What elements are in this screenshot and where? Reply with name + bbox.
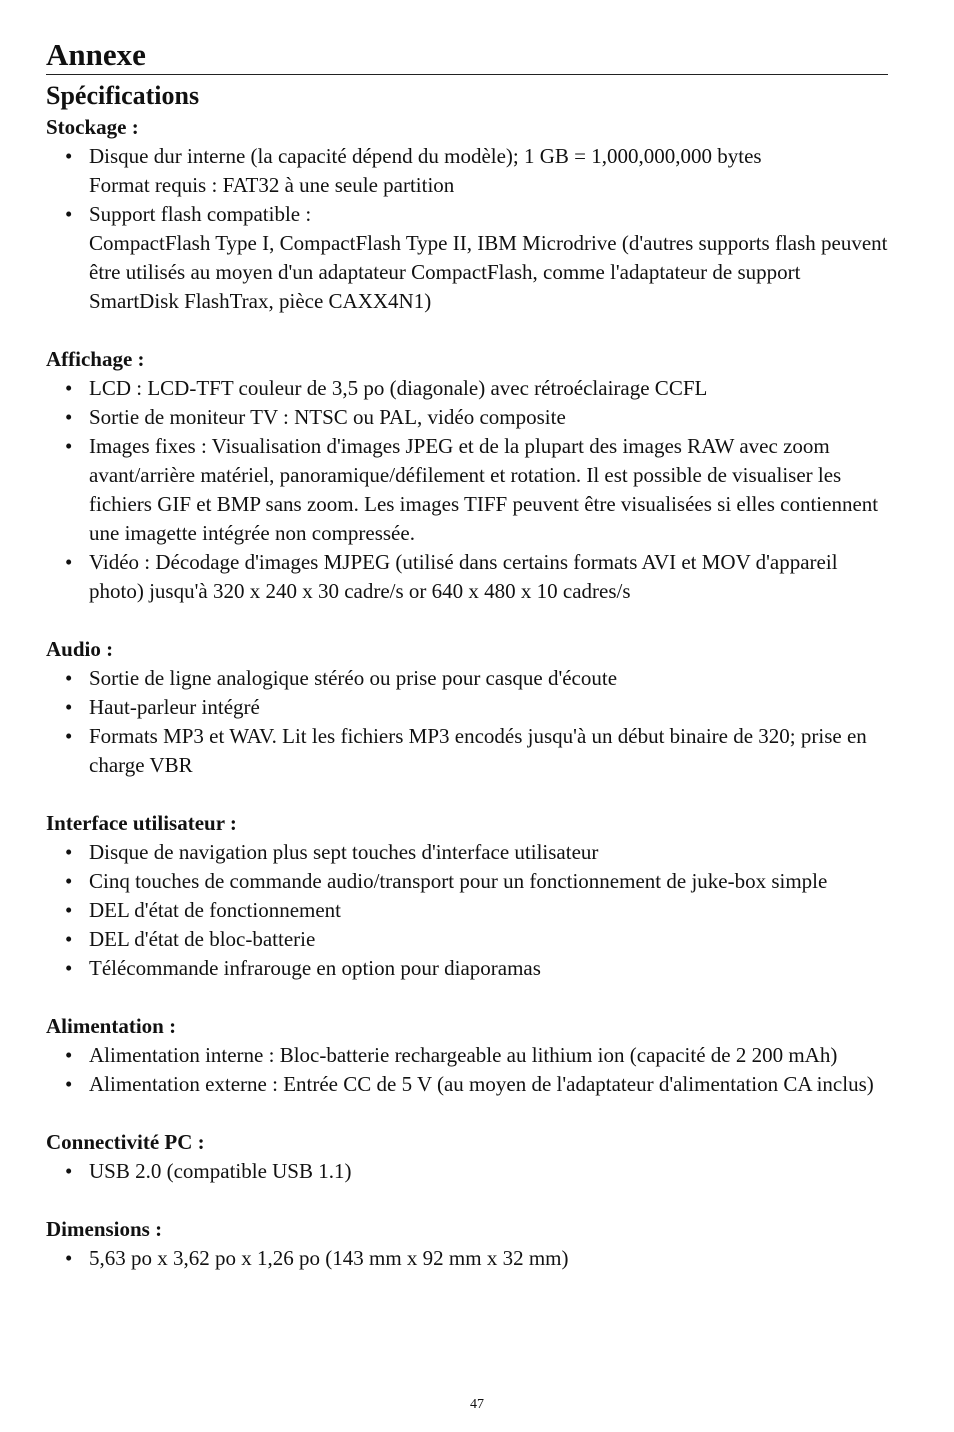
list-item-text: Disque de navigation plus sept touches d'interface utilisateur [89,840,599,864]
list-item-text: Cinq touches de commande audio/transport pour un fonctionnement de juke-box simple [89,869,828,893]
list-item-text: Disque dur interne (la capacité dépend du modèle); 1 GB = 1,000,000,000 bytes [89,144,762,168]
spec-section [46,113,888,316]
list-item [46,896,888,925]
list-item [46,693,888,722]
section-heading: Dimensions : [46,1217,163,1241]
list-item-text: Alimentation interne : Bloc-batterie rechargeable au lithium ion (capacité de 2 200 mAh) [89,1043,838,1067]
spec-section [46,809,888,983]
bullet-icon: • [65,927,73,951]
bullet-icon: • [65,434,73,458]
bullet-icon: • [65,840,73,864]
list-item-text: Sortie de moniteur TV : NTSC ou PAL, vidéo composite [89,405,566,429]
section-heading: Connectivité PC : [46,1130,205,1154]
list-item [46,1041,888,1070]
spec-list [46,1157,888,1186]
list-item [46,403,888,432]
list-item-text: Support flash compatible : [89,202,312,226]
spec-sections [46,113,888,1273]
document-page [46,36,888,1273]
spec-section [46,635,888,780]
section-heading: Stockage : [46,115,139,139]
spec-list [46,838,888,983]
list-item [46,374,888,403]
bullet-icon: • [65,550,73,574]
spec-list [46,1244,888,1273]
list-item [46,1157,888,1186]
list-item-text: Images fixes : Visualisation d'images JPEG et de la plupart des images RAW avec zoom avant/arrière matériel, panoramique/défilement et rotation. Il est possible de visualiser les fichiers GIF et BMP sans zoom. Les images TIFF peuvent être visualisées si elles contiennent une imagette intégrée non compressée. [89,434,879,545]
bullet-icon: • [65,666,73,690]
section-heading: Affichage : [46,347,145,371]
section-heading: Alimentation : [46,1014,177,1038]
spec-list [46,1041,888,1099]
list-item-text: CompactFlash Type I, CompactFlash Type II, IBM Microdrive (d'autres supports flash peuvent être utilisés au moyen d'un adaptateur CompactFlash, comme l'adaptateur de support SmartDisk FlashTrax, pièce CAXX4N1) [89,231,888,313]
bullet-icon: • [65,695,73,719]
page-number: 47 [470,1397,484,1412]
list-item-text: Haut-parleur intégré [89,695,260,719]
list-item-text: Alimentation externe : Entrée CC de 5 V (au moyen de l'adaptateur d'alimentation CA inclus) [89,1072,874,1096]
bullet-icon: • [65,1246,73,1270]
list-item-text: DEL d'état de bloc-batterie [89,927,316,951]
spec-section [46,1012,888,1099]
section-heading: Interface utilisateur : [46,811,237,835]
list-item [46,867,888,896]
list-item [46,1244,888,1273]
list-item [46,200,888,316]
list-item [46,925,888,954]
list-item-text: Format requis : FAT32 à une seule partition [89,173,455,197]
spec-section [46,1128,888,1186]
bullet-icon: • [65,376,73,400]
list-item [46,142,888,200]
section-heading: Audio : [46,637,114,661]
spec-list [46,142,888,316]
bullet-icon: • [65,144,73,168]
bullet-icon: • [65,869,73,893]
page-title: Annexe [46,36,888,75]
list-item [46,954,888,983]
list-item [46,722,888,780]
list-item-text: Formats MP3 et WAV. Lit les fichiers MP3 encodés jusqu'à un début binaire de 320; prise en charge VBR [89,724,867,777]
list-item [46,432,888,548]
bullet-icon: • [65,1043,73,1067]
bullet-icon: • [65,724,73,748]
list-item-text: Sortie de ligne analogique stéréo ou prise pour casque d'écoute [89,666,618,690]
list-item [46,838,888,867]
list-item [46,1070,888,1099]
list-item [46,664,888,693]
bullet-icon: • [65,1159,73,1183]
list-item-text: LCD : LCD-TFT couleur de 3,5 po (diagonale) avec rétroéclairage CCFL [89,376,708,400]
spec-list [46,374,888,606]
list-item-text: DEL d'état de fonctionnement [89,898,341,922]
bullet-icon: • [65,405,73,429]
list-item-text: USB 2.0 (compatible USB 1.1) [89,1159,352,1183]
bullet-icon: • [65,898,73,922]
list-item-text: 5,63 po x 3,62 po x 1,26 po (143 mm x 92 mm x 32 mm) [89,1246,569,1270]
list-item-text: Vidéo : Décodage d'images MJPEG (utilisé dans certains formats AVI et MOV d'appareil photo) jusqu'à 320 x 240 x 30 cadre/s or 640 x 480 x 10 cadres/s [89,550,838,603]
spec-section [46,345,888,606]
bullet-icon: • [65,1072,73,1096]
page-subtitle: Spécifications [46,81,200,110]
spec-list [46,664,888,780]
list-item [46,548,888,606]
spec-section [46,1215,888,1273]
bullet-icon: • [65,202,73,226]
list-item-text: Télécommande infrarouge en option pour diaporamas [89,956,541,980]
bullet-icon: • [65,956,73,980]
